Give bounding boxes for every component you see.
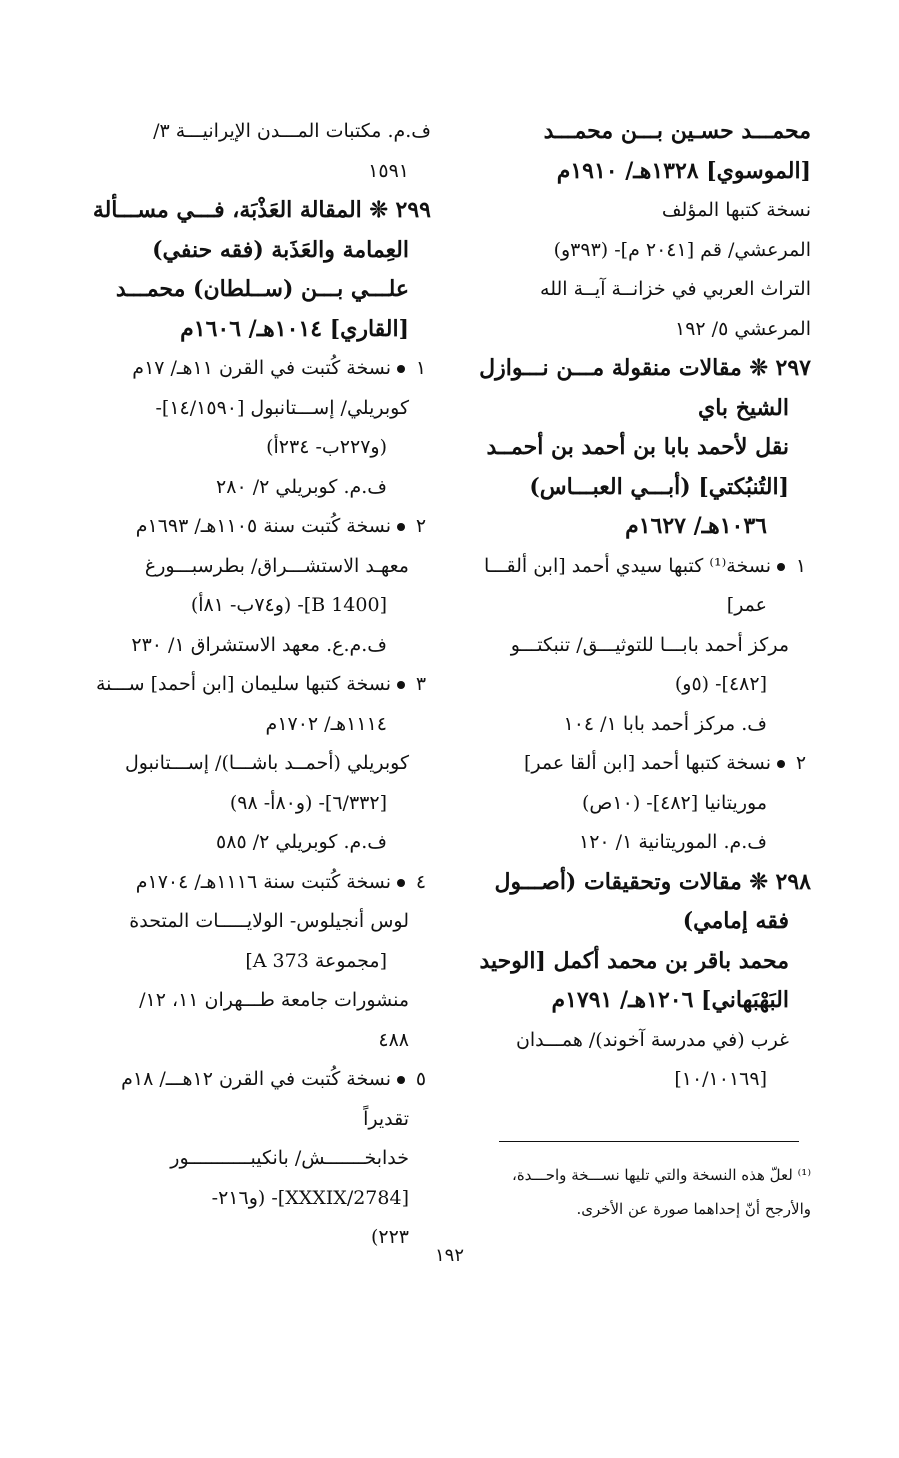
entry-297-author: [التُنبُكتي] (أبـــي العبـــاس) [529,473,789,500]
copy-line: عمر] [726,594,767,616]
copy-number: ٥ [415,1068,427,1090]
copy-number: ٢ [415,515,427,537]
copy-line: نسخة⁽¹⁾ كتبها سيدي أحمد [ابن ألقـــا [484,554,771,577]
copy-line: خدابخـــــــش/ بانكيبـــــــــــور [170,1147,409,1169]
copy-line: موريتانيا [٤٨٢]- (١٠ص) [582,791,767,814]
copy-line: نسخة كتبها أحمد [ابن ألقا عمر] [523,752,771,774]
copy-line: [B 1400]- (و٧٤ب- ٨١أ) [190,594,387,616]
bullet-icon [397,681,405,689]
copy-line: [٦/٣٣٢]- (و٨٠أ- ٩٨) [229,791,387,814]
copy-line: ف.م.ع. معهد الاستشراق ١/ ٢٣٠ [131,633,387,656]
copy-line: كوبريلي (أحمــد باشـــا)/ إســـتانبول [124,752,409,774]
copy-line: [مجموعة A 373] [245,949,387,972]
copy-item [83,863,431,903]
copy-item [83,1060,431,1100]
copy-line: ٤٨٨ [378,1028,409,1051]
footnote-line: والأرجح أنّ إحداهما صورة عن الأخرى. [576,1200,811,1218]
footnote-line: ⁽¹⁾ لعلّ هذه النسخة والتي تليها نســـخة واحـــدة، [511,1166,811,1184]
footnote-divider [499,1141,799,1142]
copy-line: ف.م. الموريتانية ١/ ١٢٠ [579,831,767,853]
copy-line: [٤٨٢]- (٥و) [674,673,767,695]
copy-line: ف.م. كوبريلي ٢/ ٥٨٥ [216,831,387,853]
copy-line: ١١١٤هـ/ ١٧٠٢م [265,712,387,735]
entry-299-author: [القاري] ١٠١٤هـ/ ١٦٠٦م [180,315,409,342]
continuation-line: ١٥٩١ [368,159,409,182]
copy-line: معهـد الاستشـــراق/ بطرسبـــورغ [144,554,409,577]
entry-297-title: ٢٩٧ ❊ مقالات منقولة مـــن نـــوازل [479,355,811,381]
copy-line: نسخة كُتبت في القرن ١٢هـــ/ ١٨م [121,1068,391,1090]
copy-line: منشورات جامعة طـــهران ١١، ١٢/ [139,989,409,1011]
entry-298-copy-line: [١٠/١٠١٦٩] [674,1068,767,1090]
footnote [466,1158,811,1226]
right-column [469,112,811,1100]
bullet-icon [777,760,785,768]
entry-296-author-line: [الموسوي] ١٣٢٨هـ/ ١٩١٠م [556,157,811,184]
entry-298-author: محمد باقر بن محمد أكمل [الوحيد [479,947,789,974]
copy-item [469,547,811,587]
copy-number: ١ [415,357,427,379]
copy-number: ٢ [795,752,807,774]
entry-299-title: ٢٩٩ ❊ المقالة العَذْبَة، فـــي مســـألة [92,197,431,223]
entry-298-title: ٢٩٨ ❊ مقالات وتحقيقات (أصـــول [494,868,811,895]
continuation-line: ف.م. مكتبات المـــدن الإيرانيـــة ٣/ [153,120,431,142]
entry-297-author: نقل لأحمد بابا بن أحمد بن أحمــد [486,434,789,460]
copy-line: ف. مركز أحمد بابا ١/ ١٠٤ [563,712,767,735]
copy-item [469,744,811,784]
bullet-icon [777,563,785,571]
copy-line: [2784/XXXIX]- (و٢١٦- [211,1186,409,1209]
bullet-icon [397,879,405,887]
entry-297-title: الشيخ باي [698,394,789,421]
copy-line: ٢٢٣) [370,1226,409,1248]
entry-296-copy-line: المرعشي/ قم [٢٠٤١ م]- (٣٩٣و) [553,238,811,261]
copy-line: نسخة كُتبت سنة ١١١٦هـ/ ١٧٠٤م [135,870,391,893]
copy-line: لوس أنجيلوس- الولايـــــات المتحدة [129,910,409,932]
copy-number: ٣ [415,673,427,695]
copy-line: كوبريلي/ إســـتانبول [١٤/١٥٩٠]- [155,396,409,419]
entry-298-author: البَهْبَهاني] ١٢٠٦هـ/ ١٧٩١م [551,987,789,1013]
copy-line: ف.م. كوبريلي ٢/ ٢٨٠ [216,475,387,498]
entry-297-author: ١٠٣٦هـ/ ١٦٢٧م [625,513,767,539]
entry-296-copy-line: المرعشي ٥/ ١٩٢ [675,317,811,340]
entry-299-author: علـــي بـــن (ســلطان) محمـــد [115,276,409,302]
bullet-icon [397,1076,405,1084]
copy-item [83,349,431,389]
copy-line: (و٢٢٧ب- ٢٣٤أ) [266,436,387,458]
copy-line: نسخة كتبها سليمان [ابن أحمد] ســـنة [96,673,391,695]
bullet-icon [397,365,405,373]
copy-item [83,665,431,705]
copy-line: تقديراً [363,1107,409,1130]
copy-number: ١ [795,554,807,577]
copy-item [83,507,431,547]
copy-line: مركز أحمد بابـــا للتوثيـــق/ تنبكتـــو [510,633,789,656]
copy-line: نسخة كُتبت في القرن ١١هـ/ ١٧م [132,357,391,379]
entry-298-title: فقه إمامي) [682,908,789,934]
left-column [83,112,431,1258]
bullet-icon [397,523,405,531]
entry-298-copy-line: غرب (في مدرسة آخوند)/ همـــدان [515,1028,789,1051]
copy-line: نسخة كُتبت سنة ١١٠٥هـ/ ١٦٩٣م [135,515,391,537]
entry-296-copy-line: التراث العربي في خزانــة آيــة الله [540,278,811,300]
entry-299-title: العِمامة والعَذَبة (فقه حنفي) [152,236,409,263]
copy-number: ٤ [415,870,427,893]
entry-296-copy-line: نسخة كتبها المؤلف [661,199,811,221]
entry-296-author-line: محمـــد حسـين بـــن محمـــد [543,118,811,144]
page-number: ١٩٢ [434,1245,464,1266]
